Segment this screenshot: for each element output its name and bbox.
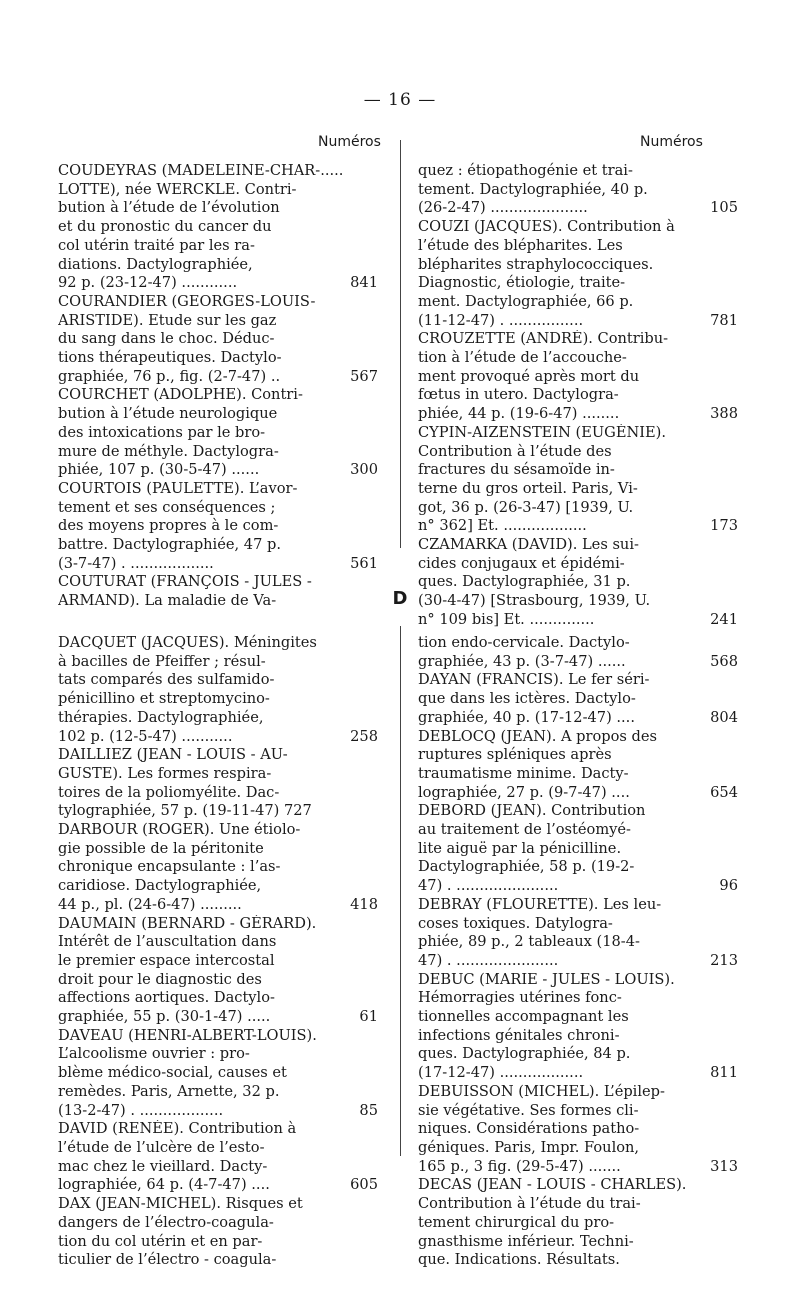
entry-line: cides conjugaux et épidémi- (418, 554, 625, 572)
bibliography-entry (418, 971, 738, 1083)
bibliography-entry (418, 1083, 738, 1177)
entry-line: phiée, 44 p. (19-6-47) ........ 388 (418, 405, 738, 423)
entry-line: DEBUC (MARIE - JULES - LOUIS). (418, 970, 675, 988)
entry-line: que. Indications. Résultats. (418, 1251, 620, 1269)
entry-line: au traitement de l’ostéomyé- (418, 821, 631, 839)
entry-line: que dans les ictères. Dactylo- (418, 690, 636, 708)
entry-line: lographiée, 27 p. (9-7-47) .... 654 (418, 783, 738, 801)
entry-line: DEBLOCQ (JEAN). A propos des (418, 727, 657, 745)
bibliography-entry (58, 915, 378, 1027)
entry-line: (3-7-47) . .................. 561 (58, 554, 378, 572)
entry-line: Diagnostic, étiologie, traite- (418, 274, 626, 292)
entry-line: graphiée, 55 p. (30-1-47) ..... 61 (58, 1008, 378, 1026)
bibliography-entry (58, 386, 378, 480)
entry-line: CROUZETTE (ANDRÉ). Contribu- (418, 330, 669, 348)
entry-line: Intérêt de l’auscultation dans (58, 933, 277, 951)
bibliography-entry (58, 480, 378, 574)
bibliography-entry (58, 1027, 378, 1121)
bibliography-entry (58, 634, 378, 746)
entry-line: col utérin traité par les ra- (58, 236, 255, 254)
entry-line: CZAMARKA (DAVID). Les sui- (418, 536, 639, 554)
bibliography-entry (58, 1195, 378, 1270)
column-header-right: Numéros (640, 134, 703, 150)
entry-line: tylographiée, 57 p. (19-11-47) 727 (58, 802, 312, 820)
entry-line: tement chirurgical du pro- (418, 1213, 615, 1231)
entry-line: lographiée, 64 p. (4-7-47) .... 605 (58, 1176, 378, 1194)
bibliography-entry (418, 1176, 738, 1270)
entry-line: 47) . ...................... 96 (418, 877, 738, 895)
entry-line: Hémorragies utérines fonc- (418, 989, 622, 1007)
entry-line: ARISTIDE). Etude sur les gaz (58, 311, 277, 329)
column-top-left (58, 162, 378, 611)
entry-line: DAVEAU (HENRI-ALBERT-LOUIS). (58, 1026, 317, 1044)
entry-line: et du pronostic du cancer du (58, 218, 272, 236)
entry-line: ques. Dactylographiée, 31 p. (418, 573, 631, 591)
entry-line: COURCHET (ADOLPHE). Contri- (58, 386, 303, 404)
entry-line: (13-2-47) . .................. 85 (58, 1101, 378, 1119)
page-number: — 16 — (363, 90, 437, 110)
bibliography-entry (58, 821, 378, 915)
entry-line: droit pour le diagnostic des (58, 970, 262, 988)
entry-line: DAVID (RENÉE). Contribution à (58, 1120, 297, 1138)
entry-line: graphiée, 40 p. (17-12-47) .... 804 (418, 708, 738, 726)
entry-line: n° 109 bis] Et. .............. 241 (418, 610, 738, 628)
entry-line: (30-4-47) [Strasbourg, 1939, U. (418, 592, 651, 610)
entry-line: ment provoqué après mort du (418, 367, 640, 385)
entry-line: terne du gros orteil. Paris, Vi- (418, 479, 638, 497)
entry-line: ques. Dactylographiée, 84 p. (418, 1045, 631, 1063)
entry-line: phiée, 89 p., 2 tableaux (18-4- (418, 933, 640, 951)
section-letter: D (392, 588, 408, 609)
entry-line: l’étude de l’ulcère de l’esto- (58, 1138, 265, 1156)
entry-line: DAYAN (FRANCIS). Le fer séri- (418, 671, 650, 689)
entry-line: tions thérapeutiques. Dactylo- (58, 349, 282, 367)
entry-line: COUDEYRAS (M​ADELEINE-CHAR-..... (58, 162, 344, 179)
entry-line: COURTOIS (PAULETTE). L’avor- (58, 479, 298, 497)
entry-line: fractures du sésamoïde in- (418, 461, 615, 479)
entry-line: pénicillino et streptomycino- (58, 690, 270, 708)
column-header-left: Numéros (318, 134, 381, 150)
entry-line: LOTTE), née WERCKLE. Contri- (58, 180, 297, 198)
entry-line: Contribution à l’étude du trai- (418, 1195, 641, 1213)
bibliography-entry (418, 536, 738, 630)
entry-line: des moyens propres à le com- (58, 517, 279, 535)
entry-line: DAUMAIN (BERNARD - GÉRARD). (58, 914, 317, 932)
entry-line: infections génitales chroni- (418, 1026, 620, 1044)
entry-line: got, 36 p. (26-3-47) [1939, U. (418, 498, 634, 516)
bibliography-entry (418, 728, 738, 803)
bibliography-entry (418, 634, 738, 671)
bibliography-entry (58, 293, 378, 387)
bibliography-entry (58, 573, 378, 610)
entry-line: tion endo-cervicale. Dactylo- (418, 634, 630, 651)
bibliography-entry (418, 802, 738, 896)
entry-line: (26-2-47) ..................... 105 (418, 199, 738, 217)
entry-line: tats comparés des sulfamido- (58, 671, 275, 689)
entry-line: DAX (JEAN-MICHEL). Risques et (58, 1195, 303, 1213)
entry-line: DEBRAY (FLOURETTE). Les leu- (418, 895, 662, 913)
entry-line: à bacilles de Pfeiffer ; résul- (58, 652, 266, 670)
entry-line: diations. Dactylographiée, (58, 255, 253, 273)
entry-line: tion à l’étude de l’accouche- (418, 349, 627, 367)
entry-line: Dactylographiée, 58 p. (19-2- (418, 858, 635, 876)
entry-line: DACQUET (JACQUES). Méningites (58, 634, 317, 651)
entry-line: 47) . ...................... 213 (418, 951, 738, 969)
bibliography-entry (418, 896, 738, 971)
entry-line: blème médico-social, causes et (58, 1064, 287, 1082)
entry-line: CYPIN-AIZENSTEIN (EUGÉNIE). (418, 423, 666, 441)
entry-line: quez : étiopathogénie et trai- (418, 162, 633, 179)
entry-line: COUZI (JACQUES). Contribution à (418, 218, 675, 236)
bibliography-entry (418, 671, 738, 727)
bibliography-entry (418, 330, 738, 424)
entry-line: ticulier de l’électro - coagula- (58, 1251, 277, 1269)
entry-line: 102 p. (12-5-47) ........... 258 (58, 727, 378, 745)
bibliography-entry (58, 1120, 378, 1195)
entry-line: ment. Dactylographiée, 66 p. (418, 292, 634, 310)
entry-line: tement. Dactylographiée, 40 p. (418, 180, 648, 198)
entry-line: bution à l’étude de l’évolution (58, 199, 280, 217)
entry-line: thérapies. Dactylographiée, (58, 708, 264, 726)
entry-line: fœtus in utero. Dactylogra- (418, 386, 619, 404)
entry-line: des intoxications par le bro- (58, 423, 266, 441)
entry-line: gnasthisme inférieur. Techni- (418, 1232, 634, 1250)
entry-line: mure de méthyle. Dactylogra- (58, 442, 279, 460)
entry-line: (11-12-47) . ................ 781 (418, 311, 738, 329)
entry-line: GUSTE). Les formes respira- (58, 764, 272, 782)
entry-line: COURANDIER (GEORGES-LOUIS- (58, 292, 316, 310)
entry-line: mac chez le vieillard. Dacty- (58, 1157, 268, 1175)
entry-line: l’étude des blépharites. Les (418, 236, 623, 254)
entry-line: graphiée, 43 p. (3-7-47) ...... 568 (418, 652, 738, 670)
entry-line: Contribution à l’étude des (418, 442, 612, 460)
bibliography-entry (418, 218, 738, 330)
entry-line: phiée, 107 p. (30-5-47) ...... 300 (58, 461, 378, 479)
entry-line: DAILLIEZ (JEAN - LOUIS - AU- (58, 746, 288, 764)
entry-line: n° 362] Et. .................. 173 (418, 517, 738, 535)
bibliography-entry (58, 162, 378, 293)
column-divider-top (400, 140, 401, 548)
entry-line: dangers de l’électro-coagula- (58, 1213, 274, 1231)
entry-line: DECAS (JEAN - LOUIS - CHARLES). (418, 1176, 687, 1194)
entry-line: sie végétative. Ses formes cli- (418, 1101, 639, 1119)
bibliography-entry (58, 746, 378, 821)
column-bottom-left (58, 634, 378, 1270)
entry-line: DEBUISSON (MICHEL). L’épilep- (418, 1082, 665, 1100)
entry-line: caridiose. Dactylographiée, (58, 877, 262, 895)
entry-line: le premier espace intercostal (58, 951, 275, 969)
entry-line: blépharites straphylococciques. (418, 255, 654, 273)
entry-line: tement et ses conséquences ; (58, 498, 276, 516)
entry-line: 92 p. (23-12-47) ............ 841 (58, 274, 378, 292)
entry-line: chronique encapsulante : l’as- (58, 858, 281, 876)
column-divider-bottom (400, 626, 401, 1156)
entry-line: 44 p., pl. (24-6-47) ......... 418 (58, 895, 378, 913)
column-top-right (418, 162, 738, 630)
column-bottom-right (418, 634, 738, 1270)
entry-line: bution à l’étude neurologique (58, 405, 278, 423)
entry-line: tionnelles accompagnant les (418, 1008, 629, 1026)
entry-line: L’alcoolisme ouvrier : pro- (58, 1045, 250, 1063)
entry-line: coses toxiques. Datylogra- (418, 914, 613, 932)
entry-line: toires de la poliomyélite. Dac- (58, 783, 280, 801)
entry-line: DEBORD (JEAN). Contribution (418, 802, 646, 820)
entry-line: ruptures spléniques après (418, 746, 612, 764)
entry-line: battre. Dactylographiée, 47 p. (58, 536, 281, 554)
entry-line: graphiée, 76 p., fig. (2-7-47) .. 567 (58, 367, 378, 385)
entry-line: affections aortiques. Dactylo- (58, 989, 275, 1007)
entry-line: traumatisme minime. Dacty- (418, 764, 629, 782)
entry-line: (17-12-47) .................. 811 (418, 1064, 738, 1082)
entry-line: niques. Considérations patho- (418, 1120, 640, 1138)
entry-line: gie possible de la péritonite (58, 839, 264, 857)
bibliography-entry (418, 162, 738, 218)
entry-line: remèdes. Paris, Arnette, 32 p. (58, 1082, 280, 1100)
entry-line: COUTURAT (FRANÇOIS - JULES - (58, 573, 312, 591)
entry-line: 165 p., 3 fig. (29-5-47) ....... 313 (418, 1157, 738, 1175)
entry-line: géniques. Paris, Impr. Foulon, (418, 1138, 640, 1156)
entry-line: du sang dans le choc. Déduc- (58, 330, 275, 348)
entry-line: lite aiguë par la pénicilline. (418, 839, 622, 857)
entry-line: tion du col utérin et en par- (58, 1232, 263, 1250)
entry-line: DARBOUR (ROGER). Une étiolo- (58, 821, 301, 839)
entry-line: ARMAND). La maladie de Va- (58, 592, 277, 610)
bibliography-entry (418, 424, 738, 536)
